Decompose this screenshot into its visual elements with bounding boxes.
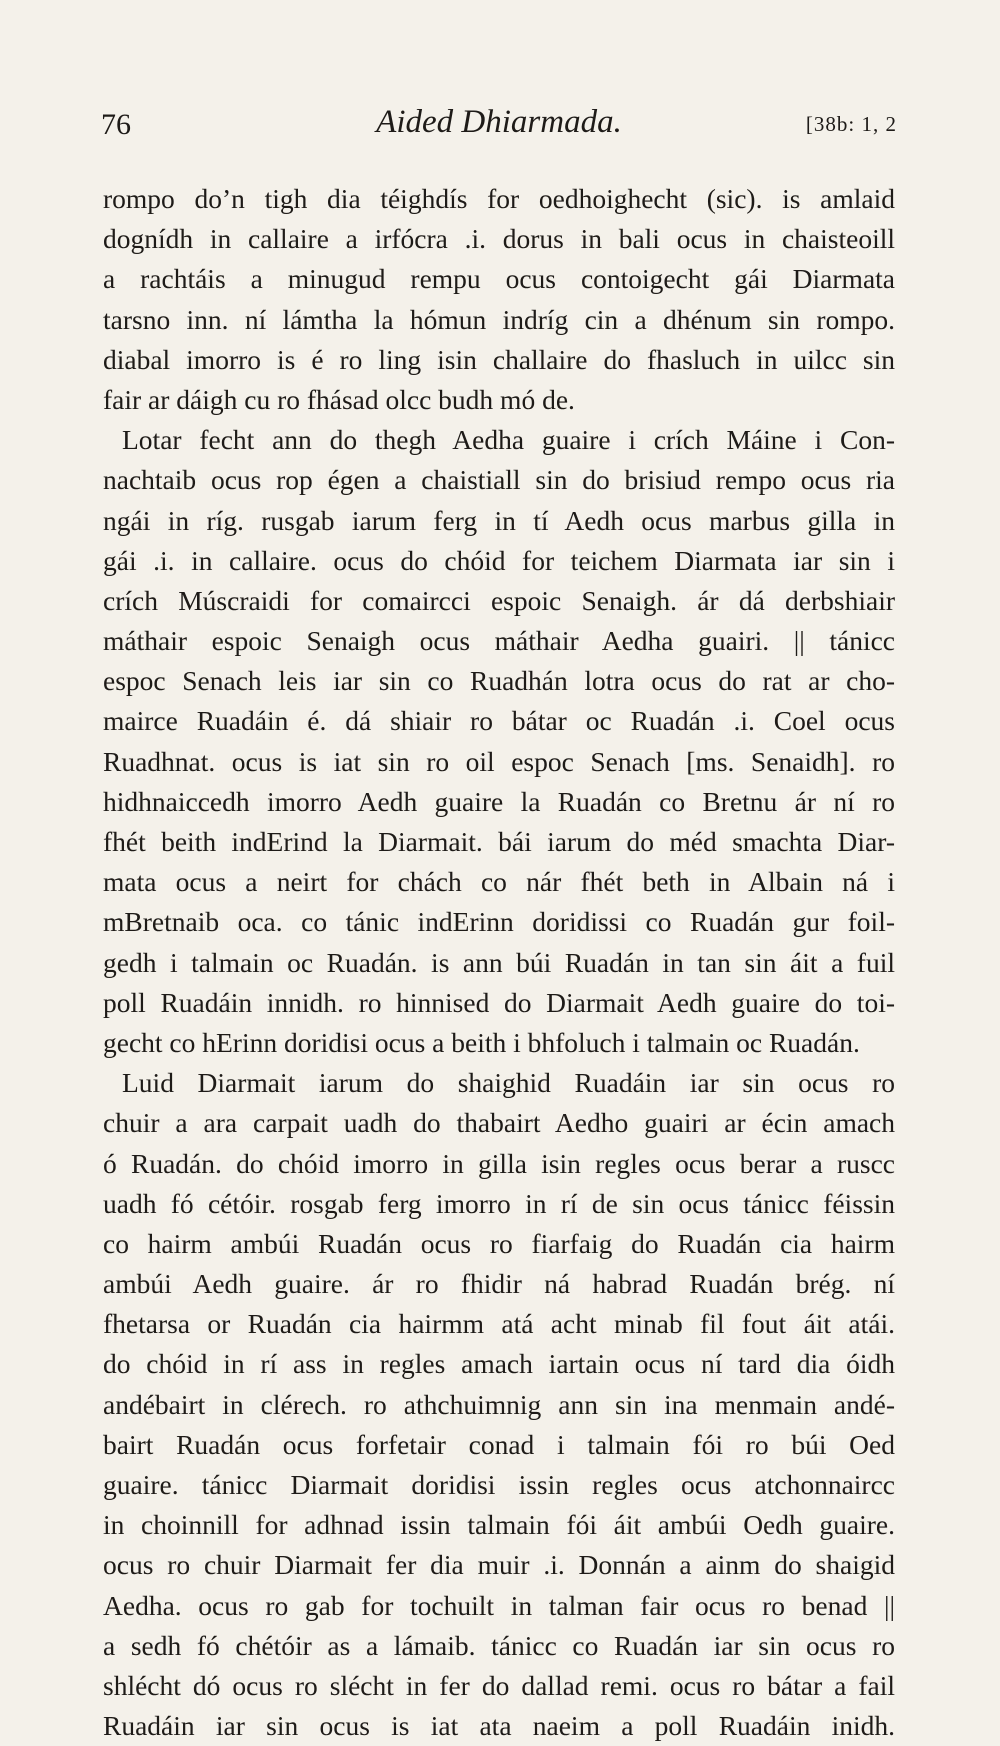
text-line: tarsno inn. ní lámtha la hómun indríg cin a dhénum sin rompo.	[103, 303, 895, 335]
text-line: mata ocus a neirt for chách co nár fhét beth in Albain ná i	[103, 866, 895, 898]
folio-reference: [38b: 1, 2	[805, 112, 897, 136]
text-line: in choinnill for adhnad issin talmain fói áit ambúi Oedh guaire.	[103, 1509, 895, 1541]
text-line: a sedh fó chétóir as a lámaib. tánicc co Ruadán iar sin ocus ro	[103, 1629, 895, 1661]
text-line: espoc Senach leis iar sin co Ruadhán lotra ocus do rat ar cho-	[103, 665, 895, 697]
text-line: ambúi Aedh guaire. ár ro fhidir ná habrad Ruadán brég. ní	[103, 1268, 895, 1300]
text-line: fhét beith indErind la Diarmait. bái iarum do méd smachta Diar-	[103, 826, 895, 857]
text-line: Luid Diarmait iarum do shaighid Ruadáin iar sin ocus ro	[122, 1067, 895, 1099]
text-line: dognídh in callaire a irfócra .i. dorus in bali ocus in chaisteoill	[103, 223, 895, 255]
text-line: mairce Ruadáin é. dá shiair ro bátar oc Ruadán .i. Coel ocus	[103, 705, 895, 737]
text-line: Lotar fecht ann do thegh Aedha guaire i crích Máine i Con-	[122, 424, 895, 456]
text-line: uadh fó cétóir. rosgab ferg imorro in rí de sin ocus tánicc féissin	[103, 1187, 895, 1219]
text-line: rompo do’n tigh dia téighdís for oedhoighecht (sic). is amlaid	[103, 183, 895, 214]
text-line: shlécht dó ocus ro slécht in fer do dallad remi. ocus ro bátar a fail	[103, 1669, 895, 1701]
text-line: Aedha. ocus ro gab for tochuilt in talman fair ocus ro benad ||	[103, 1589, 895, 1621]
text-line: ngái in ríg. rusgab iarum ferg in tí Aedh ocus marbus gilla in	[103, 504, 895, 536]
text-line: crích Múscraidi for comaircci espoic Senaigh. ár dá derbshiair	[103, 584, 895, 616]
body-text	[103, 179, 895, 1746]
text-line: hidhnaiccedh imorro Aedh guaire la Ruadán co Bretnu ár ní ro	[103, 785, 895, 817]
text-line: ocus ro chuir Diarmait fer dia muir .i. Donnán a ainm do shaigid	[103, 1549, 895, 1581]
text-line: ó Ruadán. do chóid imorro in gilla isin regles ocus berar a ruscc	[103, 1147, 895, 1179]
text-line: a rachtáis a minugud rempu ocus contoigecht gái Diarmata	[103, 263, 895, 295]
text-line: co hairm ambúi Ruadán ocus ro fiarfaig do Ruadán cia hairm	[103, 1227, 895, 1259]
text-line: andébairt in clérech. ro athchuimnig ann sin ina menmain andé-	[103, 1388, 895, 1420]
running-title: Aided Dhiarmada.	[376, 104, 622, 140]
page-number: 76	[101, 108, 131, 141]
text-line: máthair espoic Senaigh ocus máthair Aedha guairi. || tánicc	[103, 625, 895, 657]
text-line: bairt Ruadán ocus forfetair conad i talmain fói ro búi Oed	[103, 1428, 895, 1460]
text-line: fhetarsa or Ruadán cia hairmm atá acht minab fil fout áit atái.	[103, 1308, 895, 1340]
text-line: gecht co hErinn doridisi ocus a beith i bhfoluch i talmain oc Ruadán.	[103, 1026, 860, 1058]
text-line: fair ar dáigh cu ro fhásad olcc budh mó de.	[103, 383, 575, 415]
text-line: mBretnaib oca. co tánic indErinn doridissi co Ruadán gur foil-	[103, 906, 895, 938]
text-line: poll Ruadáin innidh. ro hinnised do Diarmait Aedh guaire do toi-	[103, 986, 895, 1018]
text-line: do chóid in rí ass in regles amach iartain ocus ní tard dia óidh	[103, 1348, 895, 1380]
text-line: Ruadhnat. ocus is iat sin ro oil espoc Senach [ms. Senaidh]. ro	[103, 745, 895, 777]
text-line: Ruadáin iar sin ocus is iat ata naeim a poll Ruadáin inidh.	[103, 1710, 895, 1742]
text-line: guaire. tánicc Diarmait doridisi issin regles ocus atchonnaircc	[103, 1469, 895, 1500]
text-line: diabal imorro is é ro ling isin challaire do fhasluch in uilcc sin	[103, 343, 895, 375]
running-header	[101, 100, 897, 150]
text-line: chuir a ara carpait uadh do thabairt Aedho guairi ar écin amach	[103, 1107, 895, 1139]
text-line: nachtaib ocus rop égen a chaistiall sin do brisiud rempo ocus ria	[103, 464, 895, 496]
text-line: gedh i talmain oc Ruadán. is ann búi Ruadán in tan sin áit a fuil	[103, 946, 895, 978]
text-line: gái .i. in callaire. ocus do chóid for teichem Diarmata iar sin i	[103, 544, 895, 576]
